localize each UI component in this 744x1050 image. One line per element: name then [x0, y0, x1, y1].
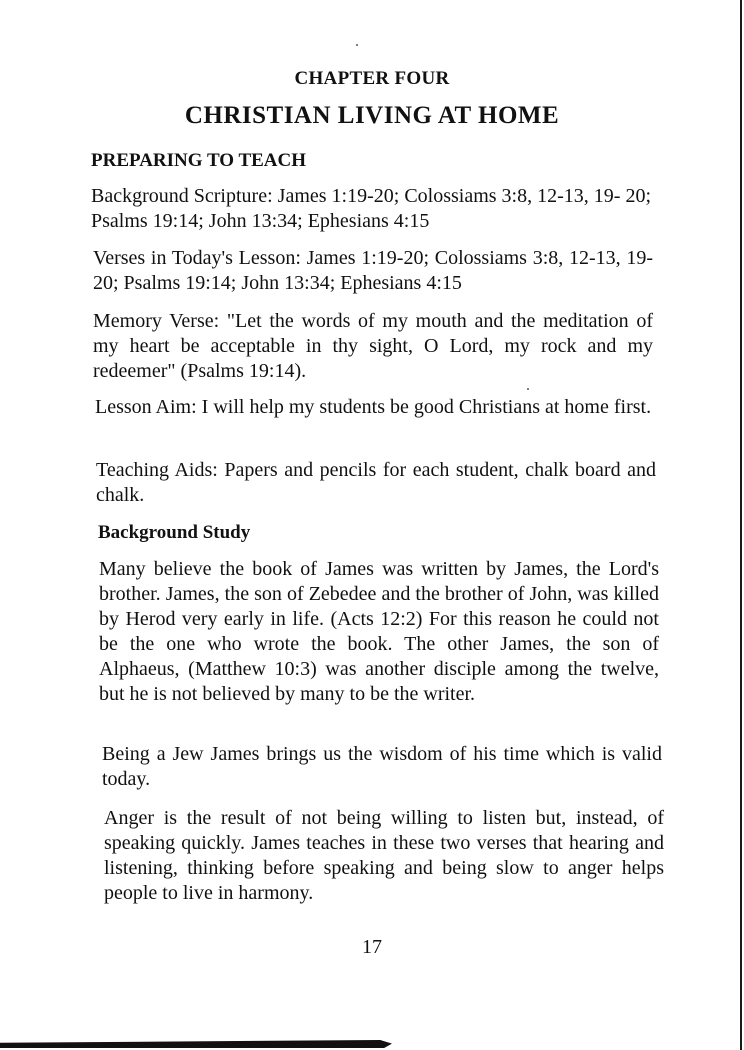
chapter-label: CHAPTER FOUR [294, 68, 450, 89]
teaching-aids-text: Papers and pencils for each student, chalk board and chalk. [96, 459, 657, 506]
lesson-aim-label: Lesson Aim: [95, 396, 197, 418]
section-heading-background-study: Background Study [98, 522, 251, 543]
memory-verse-label: Memory Verse: [93, 310, 220, 332]
background-scripture [91, 184, 651, 234]
chapter-title: CHRISTIAN LIVING AT HOME [184, 102, 560, 129]
lesson-aim-text: I will help my students be good Christians at home first. [201, 396, 652, 418]
scan-speck [356, 44, 358, 46]
verses-in-lesson-text: James 1:19-20; Colossiams 3:8, 12-13, 19- 20; Psalms 19:14; John 13:34; Ephesians 4:15 [93, 247, 654, 294]
section-heading-preparing: PREPARING TO TEACH [91, 150, 307, 171]
verses-in-lesson [93, 246, 653, 296]
background-scripture-label: Background Scripture: [91, 185, 273, 207]
verses-in-lesson-label: Verses in Today's Lesson: [93, 247, 301, 269]
body-paragraph: Many believe the book of James was written by James, the Lord's brother. James, the son of Zebedee and the brother of John, was killed by Herod very early in life. (Acts 12:2) For this reason he could not be the one who wrote the book. The other James, the son of Alphaeus, (Matthew 10:3) was another disciple among the twelve, but he is not believed by many to be the writer. [99, 558, 659, 705]
body-paragraph: Being a Jew James brings us the wisdom of his time which is valid today. [102, 743, 662, 790]
teaching-aids-label: Teaching Aids: [96, 459, 218, 481]
memory-verse-text: "Let the words of my mouth and the meditation of my heart be acceptable in thy sight, O Lord, my rock and my redeemer" (Psalms 19:14). [93, 310, 653, 382]
scan-bottom-edge [0, 1040, 392, 1048]
lesson-aim [95, 395, 655, 420]
background-scripture-text: James 1:19-20; Colossiams 3:8, 12-13, 19- 20; Psalms 19:14; John 13:34; Ephesians 4:15 [91, 185, 652, 232]
scan-right-edge [740, 0, 742, 1050]
body-paragraph: Anger is the result of not being willing to listen but, instead, of speaking quickly. James teaches in these two verses that hearing and listening, thinking before speaking and being slow to anger helps people to live in harmony. [104, 807, 664, 904]
memory-verse [93, 309, 653, 384]
teaching-aids [96, 458, 656, 508]
page-number: 17 [362, 936, 382, 958]
scan-speck [527, 388, 529, 390]
